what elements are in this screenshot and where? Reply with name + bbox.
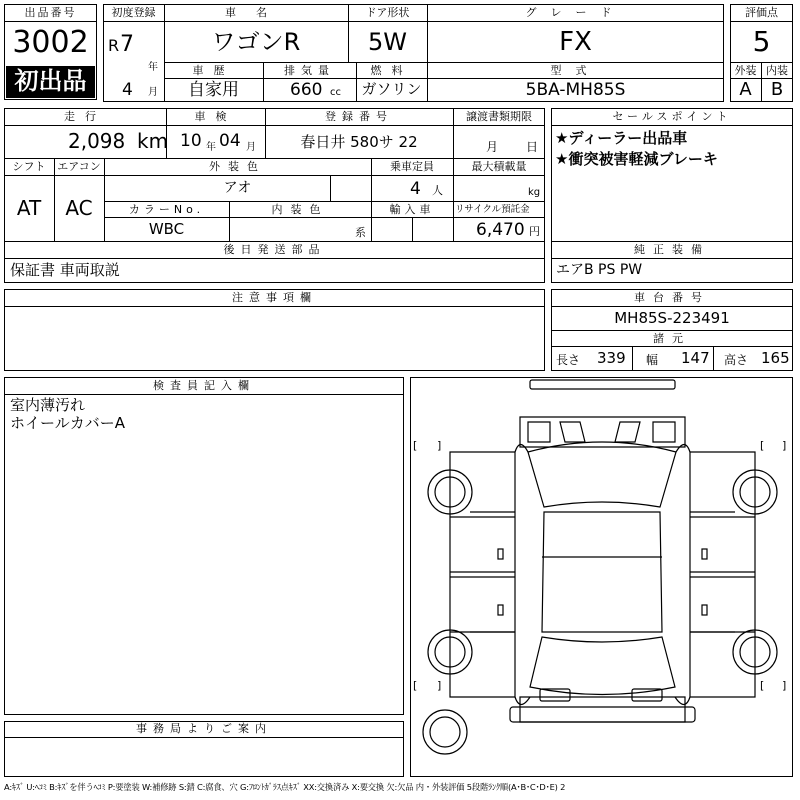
displacement: 660	[290, 80, 323, 100]
svg-text:]: ]	[782, 439, 787, 452]
notes-label: 注意事項欄	[232, 291, 317, 304]
width-label: 幅	[646, 353, 659, 367]
chassis: MH85S-223491	[614, 309, 730, 327]
displacement-label: 排気量	[284, 64, 335, 77]
shift-label: シフト	[12, 160, 46, 173]
sales-point: ★ディーラー出品車	[555, 129, 688, 147]
svg-text:[: [	[413, 439, 418, 452]
ext-color-label: 外装色	[209, 160, 266, 173]
interior-label: 内装	[766, 64, 788, 77]
grade-label: グレード	[525, 6, 626, 19]
import-label: 輸入車	[389, 203, 435, 216]
era: R	[108, 36, 120, 55]
inspector-note: ホイールカバーA	[10, 414, 125, 432]
history-label: 車歴	[192, 64, 235, 77]
height: 165	[761, 349, 790, 367]
equipment-label: 純正装備	[634, 243, 710, 256]
later-parts-label: 後日発送部品	[223, 243, 326, 256]
later-parts: 保証書 車両取説	[10, 261, 120, 279]
max-load-label: 最大積載量	[471, 160, 527, 173]
height-label: 高さ	[724, 353, 749, 367]
inspector-note: 室内薄汚れ	[10, 396, 86, 414]
lot-number-label: 出品番号	[24, 6, 77, 19]
office-label: 事務局よりご案内	[136, 722, 272, 735]
capacity-label: 乗車定員	[390, 160, 434, 173]
recycle-label: リサイクル預託金	[455, 204, 530, 215]
svg-text:]: ]	[782, 679, 787, 692]
int-color-label: 内装色	[271, 203, 329, 216]
recycle-unit: 円	[529, 225, 540, 238]
month-unit: 月	[148, 87, 158, 98]
max-load-unit: kg	[528, 187, 541, 198]
car-diagram	[410, 377, 793, 777]
model-code: 5BA-MH85S	[525, 80, 626, 100]
car-name: ワゴンR	[211, 28, 301, 56]
capacity-unit: 人	[432, 184, 443, 197]
svg-text:[: [	[760, 679, 765, 692]
inspector-label: 検査員記入欄	[153, 379, 255, 392]
length-label: 長さ	[556, 353, 581, 367]
interior-grade: B	[770, 79, 784, 100]
svg-text:[: [	[413, 679, 418, 692]
car-name-label: 車名	[225, 6, 287, 19]
svg-text:[: [	[760, 439, 765, 452]
sales-point: ★衝突被害軽減ブレーキ	[555, 150, 718, 168]
reg-no: 春日井 580サ 22	[300, 133, 418, 151]
ext-color: アオ	[223, 180, 252, 196]
sales-points-label: セールスポイント	[612, 110, 732, 123]
inspection-year-unit: 年	[206, 142, 216, 153]
chassis-label: 車台番号	[634, 291, 710, 304]
mileage-label: 走行	[64, 110, 106, 123]
lot-number: 3002	[12, 25, 89, 60]
int-color-unit: 系	[355, 226, 366, 239]
inspection-month: 04	[219, 131, 241, 151]
first-reg-month: 4	[122, 80, 133, 100]
inspection-label: 車検	[194, 110, 237, 123]
exterior-grade: A	[739, 79, 752, 100]
history: 自家用	[188, 80, 239, 100]
mileage-unit: km	[137, 129, 169, 153]
first-reg-label: 初度登録	[111, 6, 156, 19]
score: 5	[752, 25, 771, 58]
length: 339	[597, 349, 626, 367]
year-unit: 年	[148, 62, 158, 73]
door-label: ドア形状	[365, 6, 410, 19]
transfer-day-unit: 日	[526, 140, 539, 154]
exterior-label: 外装	[734, 64, 757, 77]
color-no: WBC	[148, 220, 185, 238]
fuel: ガソリン	[361, 80, 422, 98]
score-label: 評価点	[745, 6, 778, 19]
shift: AT	[16, 196, 42, 220]
reg-no-label: 登録番号	[325, 110, 393, 123]
door: 5W	[368, 28, 407, 56]
equipment: エアB PS PW	[556, 262, 643, 278]
displacement-unit: cc	[330, 87, 341, 98]
recycle: 6,470	[476, 220, 525, 240]
inspection-year: 10	[180, 131, 202, 151]
capacity: 4	[410, 179, 421, 199]
transfer-label: 譲渡書類期限	[466, 110, 532, 123]
specs-label: 諸元	[653, 332, 691, 345]
svg-text:]: ]	[437, 679, 442, 692]
color-no-label: カラーNo.	[128, 203, 205, 216]
inspection-month-unit: 月	[246, 142, 256, 153]
fuel-label: 燃料	[370, 64, 413, 77]
model-code-label: 型式	[550, 64, 601, 77]
ac-label: エアコン	[57, 160, 101, 173]
first-reg-year: 7	[120, 32, 134, 57]
grade: FX	[559, 27, 592, 57]
ac: AC	[65, 196, 93, 220]
mileage: 2,098	[68, 129, 126, 153]
transfer-month-unit: 月	[486, 140, 499, 154]
first-listing-text: 初出品	[14, 67, 87, 95]
legend: A:ｷｽﾞ U:ﾍｺﾐ B:ｷｽﾞを伴うﾍｺﾐ P:要塗装 W:補修跡 S:錆 C:腐食、穴 G:ﾌﾛﾝﾄｶﾞﾗｽ点ｷｽﾞ XX:交換済み X:要交換 欠:欠品 内・外装評価 5段階ﾗﾝｸ順(A･B･C･D･E) 2	[4, 782, 566, 792]
width: 147	[681, 349, 710, 367]
svg-text:]: ]	[437, 439, 442, 452]
